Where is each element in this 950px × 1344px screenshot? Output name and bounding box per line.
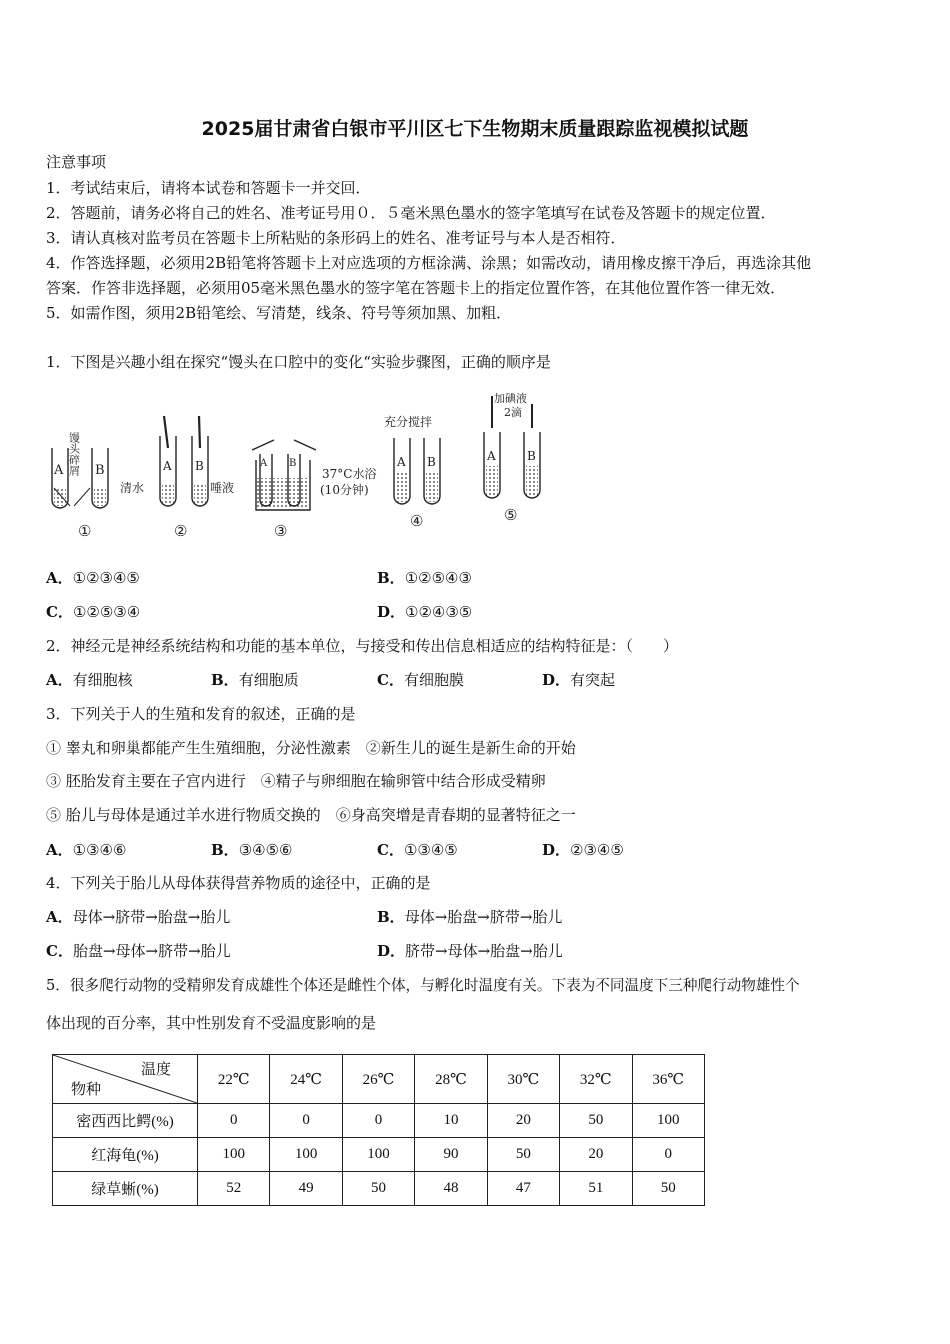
table-cell: 47: [487, 1172, 559, 1206]
table-cell: 52: [198, 1172, 270, 1206]
notice-line: 答案．作答非选择题，必须用05毫米黑色墨水的签字笔在答题卡上的指定位置作答，在其他位置作答一律无效．: [46, 279, 786, 297]
bath-label: 37°C水浴: [322, 467, 377, 481]
table-cell: 0: [632, 1138, 704, 1172]
species-cell: 密西西比鳄(%): [53, 1104, 198, 1138]
q3-option-c[interactable]: C．①③④⑤: [377, 841, 458, 859]
q2-option-d[interactable]: D．有突起: [542, 671, 616, 689]
corner-temperature: 温度: [140, 1062, 171, 1078]
table-cell: 51: [560, 1172, 632, 1206]
q4-option-c[interactable]: C．胎盘→母体→脐带→胎儿: [46, 942, 231, 960]
q3-statement: ⑤ 胎儿与母体是通过羊水进行物质交换的 ⑥身高突增是青春期的显著特征之一: [46, 806, 576, 824]
corner-species: 物种: [71, 1082, 102, 1098]
notice-line: 2．答题前，请务必将自己的姓名、准考证号用０．５毫米黑色墨水的签字笔填写在试卷及答题卡的规定位置．: [46, 204, 776, 222]
step-1-number: ①: [78, 522, 92, 540]
table-cell: 100: [198, 1138, 270, 1172]
q2-option-a[interactable]: A．有细胞核: [46, 671, 133, 689]
column-header: 28℃: [415, 1055, 487, 1104]
table-row: [53, 1104, 705, 1138]
column-header: 32℃: [560, 1055, 632, 1104]
table-cell: 100: [342, 1138, 414, 1172]
question-1-stem: 1．下图是兴趣小组在探究“馒头在口腔中的变化“实验步骤图，正确的顺序是: [46, 353, 551, 371]
q1-option-c[interactable]: C．①②⑤③④: [46, 603, 141, 621]
temperature-table: [52, 1054, 705, 1206]
tube-a-label: A: [487, 449, 496, 463]
table-cell: 0: [198, 1104, 270, 1138]
tube-b-label: B: [527, 449, 536, 463]
q3-statement: ① 睾丸和卵巢都能产生生殖细胞，分泌性激素 ②新生儿的诞生是新生命的开始: [46, 739, 576, 757]
tube-a-label: A: [397, 455, 406, 469]
tube-b-label: B: [95, 463, 105, 478]
q3-option-a[interactable]: A．①③④⑥: [46, 841, 127, 859]
q2-option-b[interactable]: B．有细胞质: [211, 671, 299, 689]
notice-line: 5．如需作图，须用2B铅笔绘、写清楚，线条、符号等须加黑、加粗．: [46, 304, 512, 322]
tube-b-label: B: [195, 459, 204, 473]
step-4-tubes: [394, 438, 440, 504]
step-3-number: ③: [274, 522, 288, 540]
species-cell: 红海龟(%): [53, 1138, 198, 1172]
time-label: (10分钟): [320, 483, 369, 497]
q3-option-d[interactable]: D．②③④⑤: [542, 841, 624, 859]
column-header: 22℃: [198, 1055, 270, 1104]
tube-a-label: A: [260, 458, 268, 469]
water-label: 清水: [120, 481, 145, 495]
step-3-beaker: [252, 440, 316, 510]
table-cell: 0: [270, 1104, 342, 1138]
saliva-label: 唾液: [210, 481, 235, 495]
table-cell: 10: [415, 1104, 487, 1138]
species-cell: 绿草蜥(%): [53, 1172, 198, 1206]
table-cell: 49: [270, 1172, 342, 1206]
table-cell: 20: [560, 1138, 632, 1172]
step-4-number: ④: [410, 512, 424, 530]
question-3-stem: 3．下列关于人的生殖和发育的叙述，正确的是: [46, 705, 356, 723]
question-4-stem: 4．下列关于胎儿从母体获得营养物质的途径中，正确的是: [46, 874, 431, 892]
column-header: 26℃: [342, 1055, 414, 1104]
step-5-number: ⑤: [504, 506, 518, 524]
q2-option-c[interactable]: C．有细胞膜: [377, 671, 464, 689]
stir-label: 充分搅拌: [384, 415, 433, 429]
table-cell: 100: [270, 1138, 342, 1172]
notice-line: 1．考试结束后，请将本试卷和答题卡一并交回．: [46, 179, 371, 197]
notice-line: 4．作答选择题，必须用2B铅笔将答题卡上对应选项的方框涂满、涂黑；如需改动，请用橡皮擦干净后，再选涂其他: [46, 254, 812, 272]
q4-option-d[interactable]: D．脐带→母体→胎盘→胎儿: [377, 942, 563, 960]
question-5-stem-cont: 体出现的百分率，其中性别发育不受温度影响的是: [46, 1014, 377, 1032]
column-header: 30℃: [487, 1055, 559, 1104]
q1-option-d[interactable]: D．①②④③⑤: [377, 603, 473, 621]
q1-option-b[interactable]: B．①②⑤④③: [377, 569, 472, 587]
table-cell: 50: [560, 1104, 632, 1138]
table-cell: 50: [342, 1172, 414, 1206]
question-5-stem: 5．很多爬行动物的受精卵发育成雄性个体还是雌性个体，与孵化时温度有关。下表为不同温度下三种爬行动物雄性个: [46, 977, 800, 994]
experiment-figure: [44, 388, 554, 548]
step-2-number: ②: [174, 522, 188, 540]
tube-a-label: A: [54, 463, 64, 478]
drops-label: 2滴: [504, 406, 522, 419]
table-header-row: [53, 1055, 705, 1104]
table-cell: 90: [415, 1138, 487, 1172]
tube-b-label: B: [289, 458, 297, 469]
question-2-stem: 2．神经元是神经系统结构和功能的基本单位，与接受和传出信息相适应的结构特征是：（ ）: [46, 637, 679, 655]
iodine-label: 加碘液: [494, 392, 527, 405]
mantou-label: 馒头碎屑: [67, 432, 81, 476]
table-cell: 50: [632, 1172, 704, 1206]
table-row: [53, 1172, 705, 1206]
tube-b-label: B: [427, 455, 436, 469]
page-title: 2025届甘肃省白银市平川区七下生物期末质量跟踪监视模拟试题: [201, 118, 749, 140]
column-header: 36℃: [632, 1055, 704, 1104]
table-cell: 20: [487, 1104, 559, 1138]
q3-statement: ③ 胚胎发育主要在子宫内进行 ④精子与卵细胞在输卵管中结合形成受精卵: [46, 772, 546, 790]
q1-option-a[interactable]: A．①②③④⑤: [46, 569, 140, 587]
q4-option-a[interactable]: A．母体→脐带→胎盘→胎儿: [46, 908, 231, 926]
table-cell: 48: [415, 1172, 487, 1206]
table-cell: 100: [632, 1104, 704, 1138]
notice-line: 3．请认真核对监考员在答题卡上所粘贴的条形码上的姓名、准考证号与本人是否相符．: [46, 229, 626, 247]
q4-option-b[interactable]: B．母体→胎盘→脐带→胎儿: [377, 908, 563, 926]
table-corner-cell: [53, 1055, 198, 1104]
tube-a-label: A: [163, 459, 172, 473]
table-row: [53, 1138, 705, 1172]
notice-heading: 注意事项: [46, 153, 107, 171]
table-cell: 50: [487, 1138, 559, 1172]
column-header: 24℃: [270, 1055, 342, 1104]
q3-option-b[interactable]: B．③④⑤⑥: [211, 841, 293, 859]
table-cell: 0: [342, 1104, 414, 1138]
